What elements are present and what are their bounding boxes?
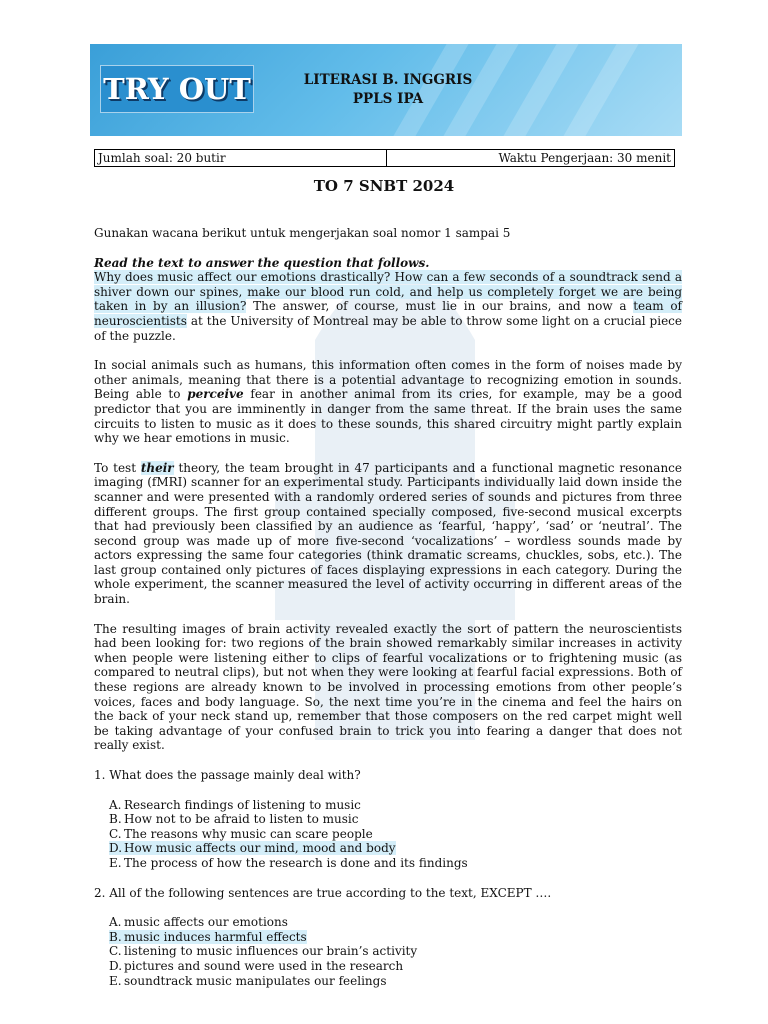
tryout-logo [100,65,254,113]
info-table [94,149,675,167]
text: To test [94,460,141,475]
option-e: E. soundtrack music manipulates our feelings [109,973,387,988]
paragraph-2 [94,358,682,446]
subject-line-1: LITERASI B. INGGRIS [303,72,473,88]
text: at the University of Montreal may be able to throw some light on a crucial piece of the puzzle. [94,313,682,343]
read-heading: Read the text to answer the question that follows. [94,255,430,270]
question-2: 2. All of the following sentences are true according to the text, EXCEPT …. [94,885,552,900]
paragraph-1 [94,270,682,343]
option-c: C. The reasons why music can scare people [109,826,373,841]
text: In social animals such as humans, this information often comes in the form of noises made by other animals, meaning that there is a potential advantage to recognizing emotion in sounds. Being able to [94,358,682,402]
document-body [94,226,682,988]
question-1-options [94,798,682,871]
option-e: E. The process of how the research is done and its findings [109,855,468,870]
highlight: Why does music affect our emotions drastically? How can a few seconds of a soundtrack send a shiver down our spines, make our blood run cold, and help us completely forget we are being taken in by an illusion? [94,270,682,314]
highlight: team of neuroscientists [94,299,683,328]
time-limit: Waktu Pengerjaan: 30 menit [387,149,675,167]
test-title: TO 7 SNBT 2024 [313,177,455,195]
instruction: Gunakan wacana berikut untuk mengerjakan soal nomor 1 sampai 5 [94,226,511,240]
emphasis-word: their [140,460,174,475]
option-d: D. pictures and sound were used in the research [109,958,404,973]
question-2-options [94,915,682,988]
option-a: A. Research findings of listening to music [109,797,361,812]
emphasis-word: perceive [187,387,244,402]
question-count: Jumlah soal: 20 butir [94,149,387,167]
option-b: B. How not to be afraid to listen to music [109,812,359,827]
logo-text: TRY OUT [103,72,251,106]
option-c: C. listening to music influences our brain’s activity [109,944,418,959]
question-1: 1. What does the passage mainly deal with? [94,768,361,782]
subject-title [300,71,476,109]
option-a: A. music affects our emotions [109,915,288,930]
subject-line-2: PPLS IPA [352,91,424,107]
paragraph-4: The resulting images of brain activity revealed exactly the sort of pattern the neuroscientists had been looking for: two regions of the brain showed remarkably similar increases in activity when people were listening either to clips of fearful vocalizations or to frightening music (as compared to neutral clips), but not when they were looking at fearful facial expressions. Both of these regions are already known to be involved in processing emotions from other people’s voices, faces and body language. So, the next time you’re in the cinema and feel the hairs on the back of your neck stand up, remember that those composers on the red carpet might well be taking advantage of your confused brain to trick you into fearing a danger that does not really exist. [94,621,682,753]
option-d: D. How music affects our mind, mood and body [109,841,396,856]
text: theory, the team brought in 47 participants and a functional magnetic resonance imaging (fMRI) scanner for an experimental study. Participants individually laid down inside the scanner and were presented with a randomly ordered series of sounds and pictures from three different groups. The first group contained specially composed, five-second musical excerpts that had previously been classified by an audience as ‘fearful, ‘happy’, ‘sad’ or ‘neutral’. The second group was made up of more five-second ‘vocalizations’ – wordless sounds made by actors expressing the same four categories (think dramatic screams, chuckles, sobs, etc.). The last group contained only pictures of faces displaying expressions in each category. During the whole experiment, the scanner measured the level of activity occurring in different areas of the brain. [94,460,682,607]
text: fear in another animal from its cries, for example, may be a good predictor that you are imminently in danger from the same threat. If the brain uses the same circuits to listen to music as it does to these sounds, this shared circuitry might partly explain why we hear emotions in music. [94,387,682,446]
paragraph-3 [94,461,682,607]
text: The answer, of course, must lie in our brains, and now a [246,299,634,314]
option-b: B. music induces harmful effects [109,929,307,944]
